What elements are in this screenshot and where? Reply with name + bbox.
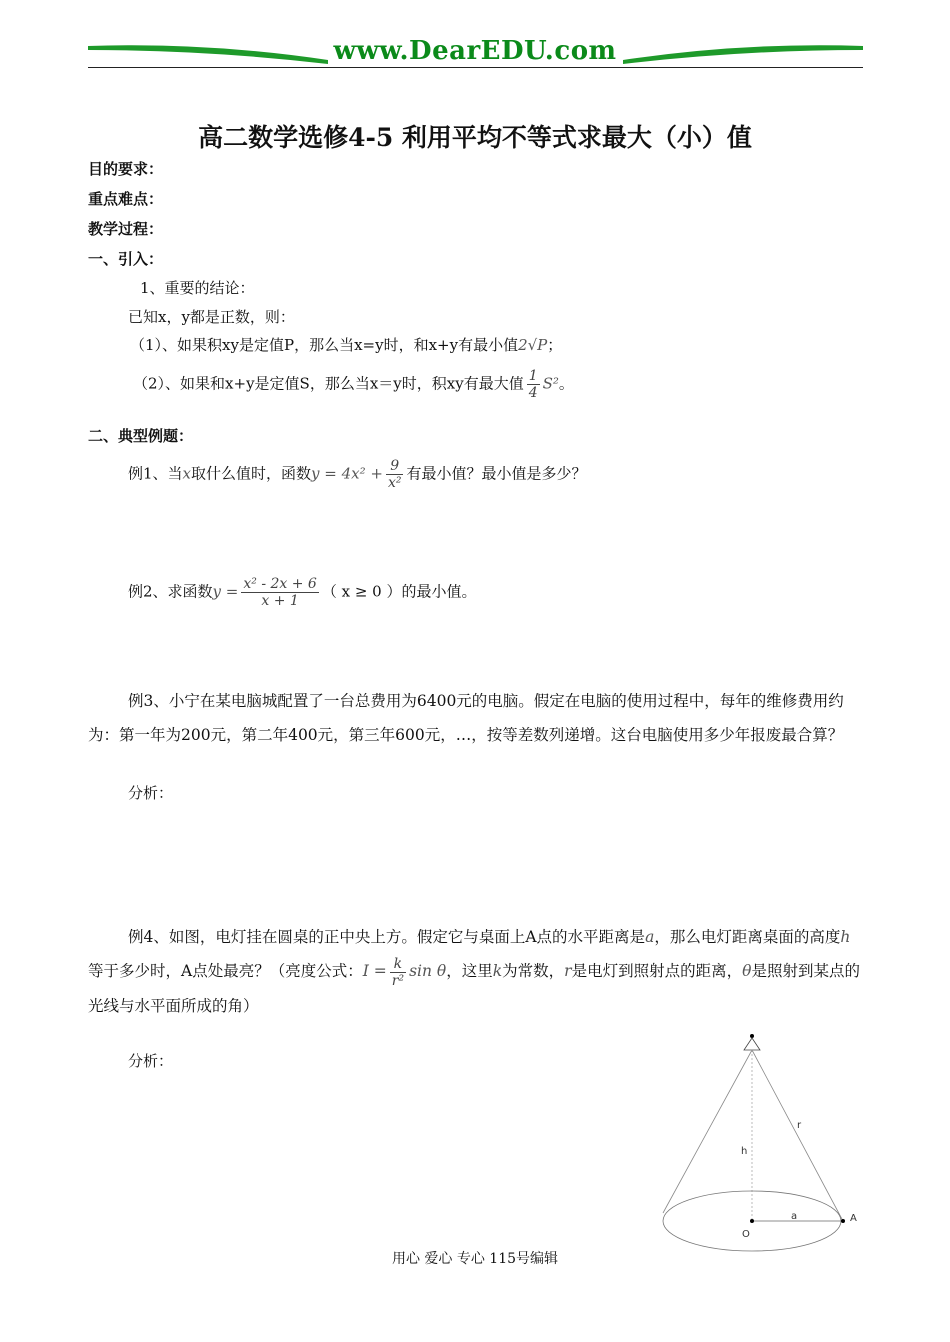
- ex4-a: 例4、如图，电灯挂在圆桌的正中央上方。假定它与桌面上A点的水平距离是: [128, 928, 646, 946]
- conclusion-title: 1、重要的结论：: [140, 279, 255, 297]
- ex2-fraction: [241, 576, 318, 609]
- point-A-dot: [841, 1219, 845, 1223]
- analysis-label: 分析：: [128, 784, 174, 802]
- label-A: A: [850, 1213, 857, 1224]
- example-1: [128, 458, 587, 491]
- item1-text: （1）、如果积xy是定值P，那么当x=y时，和x+y有最小值: [130, 336, 519, 354]
- point-O-dot: [750, 1219, 754, 1223]
- ex2-a: 例2、求函数: [128, 582, 213, 601]
- ex1-c: 有最小值？最小值是多少？: [406, 464, 587, 483]
- page-title: 高二数学选修4-5 利用平均不等式求最大（小）值: [198, 123, 752, 152]
- conclusion-item-1: [130, 334, 562, 355]
- ex1-func: y = 4x² +: [311, 464, 383, 483]
- section1-heading: 一、引入：: [88, 250, 164, 268]
- premise: 已知x，y都是正数，则：: [128, 308, 295, 326]
- label-a: a: [791, 1211, 798, 1222]
- ex2-frac-num: x² - 2x + 6: [243, 576, 317, 592]
- ex2-frac-den: x + 1: [261, 593, 299, 609]
- ex1-b: 取什么值时，函数: [191, 464, 312, 483]
- section2-heading: 二、典型例题：: [88, 427, 194, 445]
- item1-end: ；: [547, 336, 563, 354]
- item2-frac-num: 1: [528, 368, 538, 384]
- ex4-b: ，那么电灯距离桌面的高度: [654, 928, 841, 946]
- ex4-var-r: r: [564, 962, 572, 980]
- ex1-var: x: [182, 464, 192, 483]
- item2-frac-den: 4: [528, 385, 538, 401]
- ex4-d: ，这里: [446, 962, 493, 980]
- ex4-f: 是电灯到照射点的距离，: [571, 962, 743, 980]
- ex1-a: 例1、当: [128, 464, 183, 483]
- ex2-y: y =: [212, 582, 239, 601]
- ex4-sin: sin θ: [409, 962, 447, 980]
- example-2: [128, 576, 477, 609]
- cone-left-line: [663, 1050, 752, 1213]
- ex4-e: 为常数，: [502, 962, 565, 980]
- ex4-I: I =: [362, 962, 387, 980]
- ex4-frac-den: r²: [391, 972, 405, 989]
- process-label: 教学过程：: [88, 220, 164, 238]
- ex1-fraction: [386, 458, 404, 491]
- key-label: 重点难点：: [88, 190, 164, 208]
- item2-formula: S²: [542, 374, 559, 393]
- ex4-var-h: h: [840, 928, 851, 946]
- site-logo-text: www.DearEDU.com: [333, 36, 617, 66]
- ex4-frac-num: k: [390, 956, 406, 973]
- item2-text: （2）、如果和x+y是定值S，那么当x＝y时，积xy有最大值: [133, 374, 524, 393]
- lamp-icon: [744, 1038, 760, 1050]
- conclusion-item-2: [133, 368, 574, 401]
- item1-formula: 2√P: [518, 336, 548, 354]
- item2-fraction: [527, 368, 540, 401]
- analysis-label-2: 分析：: [128, 1052, 174, 1070]
- ex2-cond: （ x ≥ 0 ）的最小值。: [321, 582, 477, 601]
- page-footer: 用心 爱心 专心 115号编辑: [391, 1251, 559, 1267]
- ex1-frac-num: 9: [386, 458, 404, 475]
- label-r: r: [797, 1120, 802, 1131]
- ex1-frac-den: x²: [387, 475, 402, 491]
- header-rule: [88, 67, 863, 68]
- example-3: 例3、小宁在某电脑城配置了一台总费用为6400元的电脑。假定在电脑的使用过程中，每年的维修费用约为：第一年为200元，第二年400元，第三年600元，…，按等差数列递增。这台电脑使用多少年报废最合算？: [88, 692, 844, 744]
- lamp-table-diagram: [655, 1030, 875, 1260]
- ex4-fraction: [390, 956, 406, 989]
- ex4-c: 等于多少时，A点处最亮？（亮度公式：: [88, 962, 363, 980]
- label-h: h: [741, 1146, 748, 1157]
- goal-label: 目的要求：: [88, 160, 164, 178]
- ex4-var-k: k: [492, 962, 503, 980]
- label-O: O: [742, 1229, 750, 1240]
- item2-end: 。: [558, 374, 574, 393]
- ex4-g: 是照射到某点的光线与水平面所成的角）: [88, 962, 860, 1015]
- ex4-var-a: a: [645, 928, 655, 946]
- ex4-var-theta: θ: [742, 962, 752, 980]
- example-4: [88, 920, 863, 1023]
